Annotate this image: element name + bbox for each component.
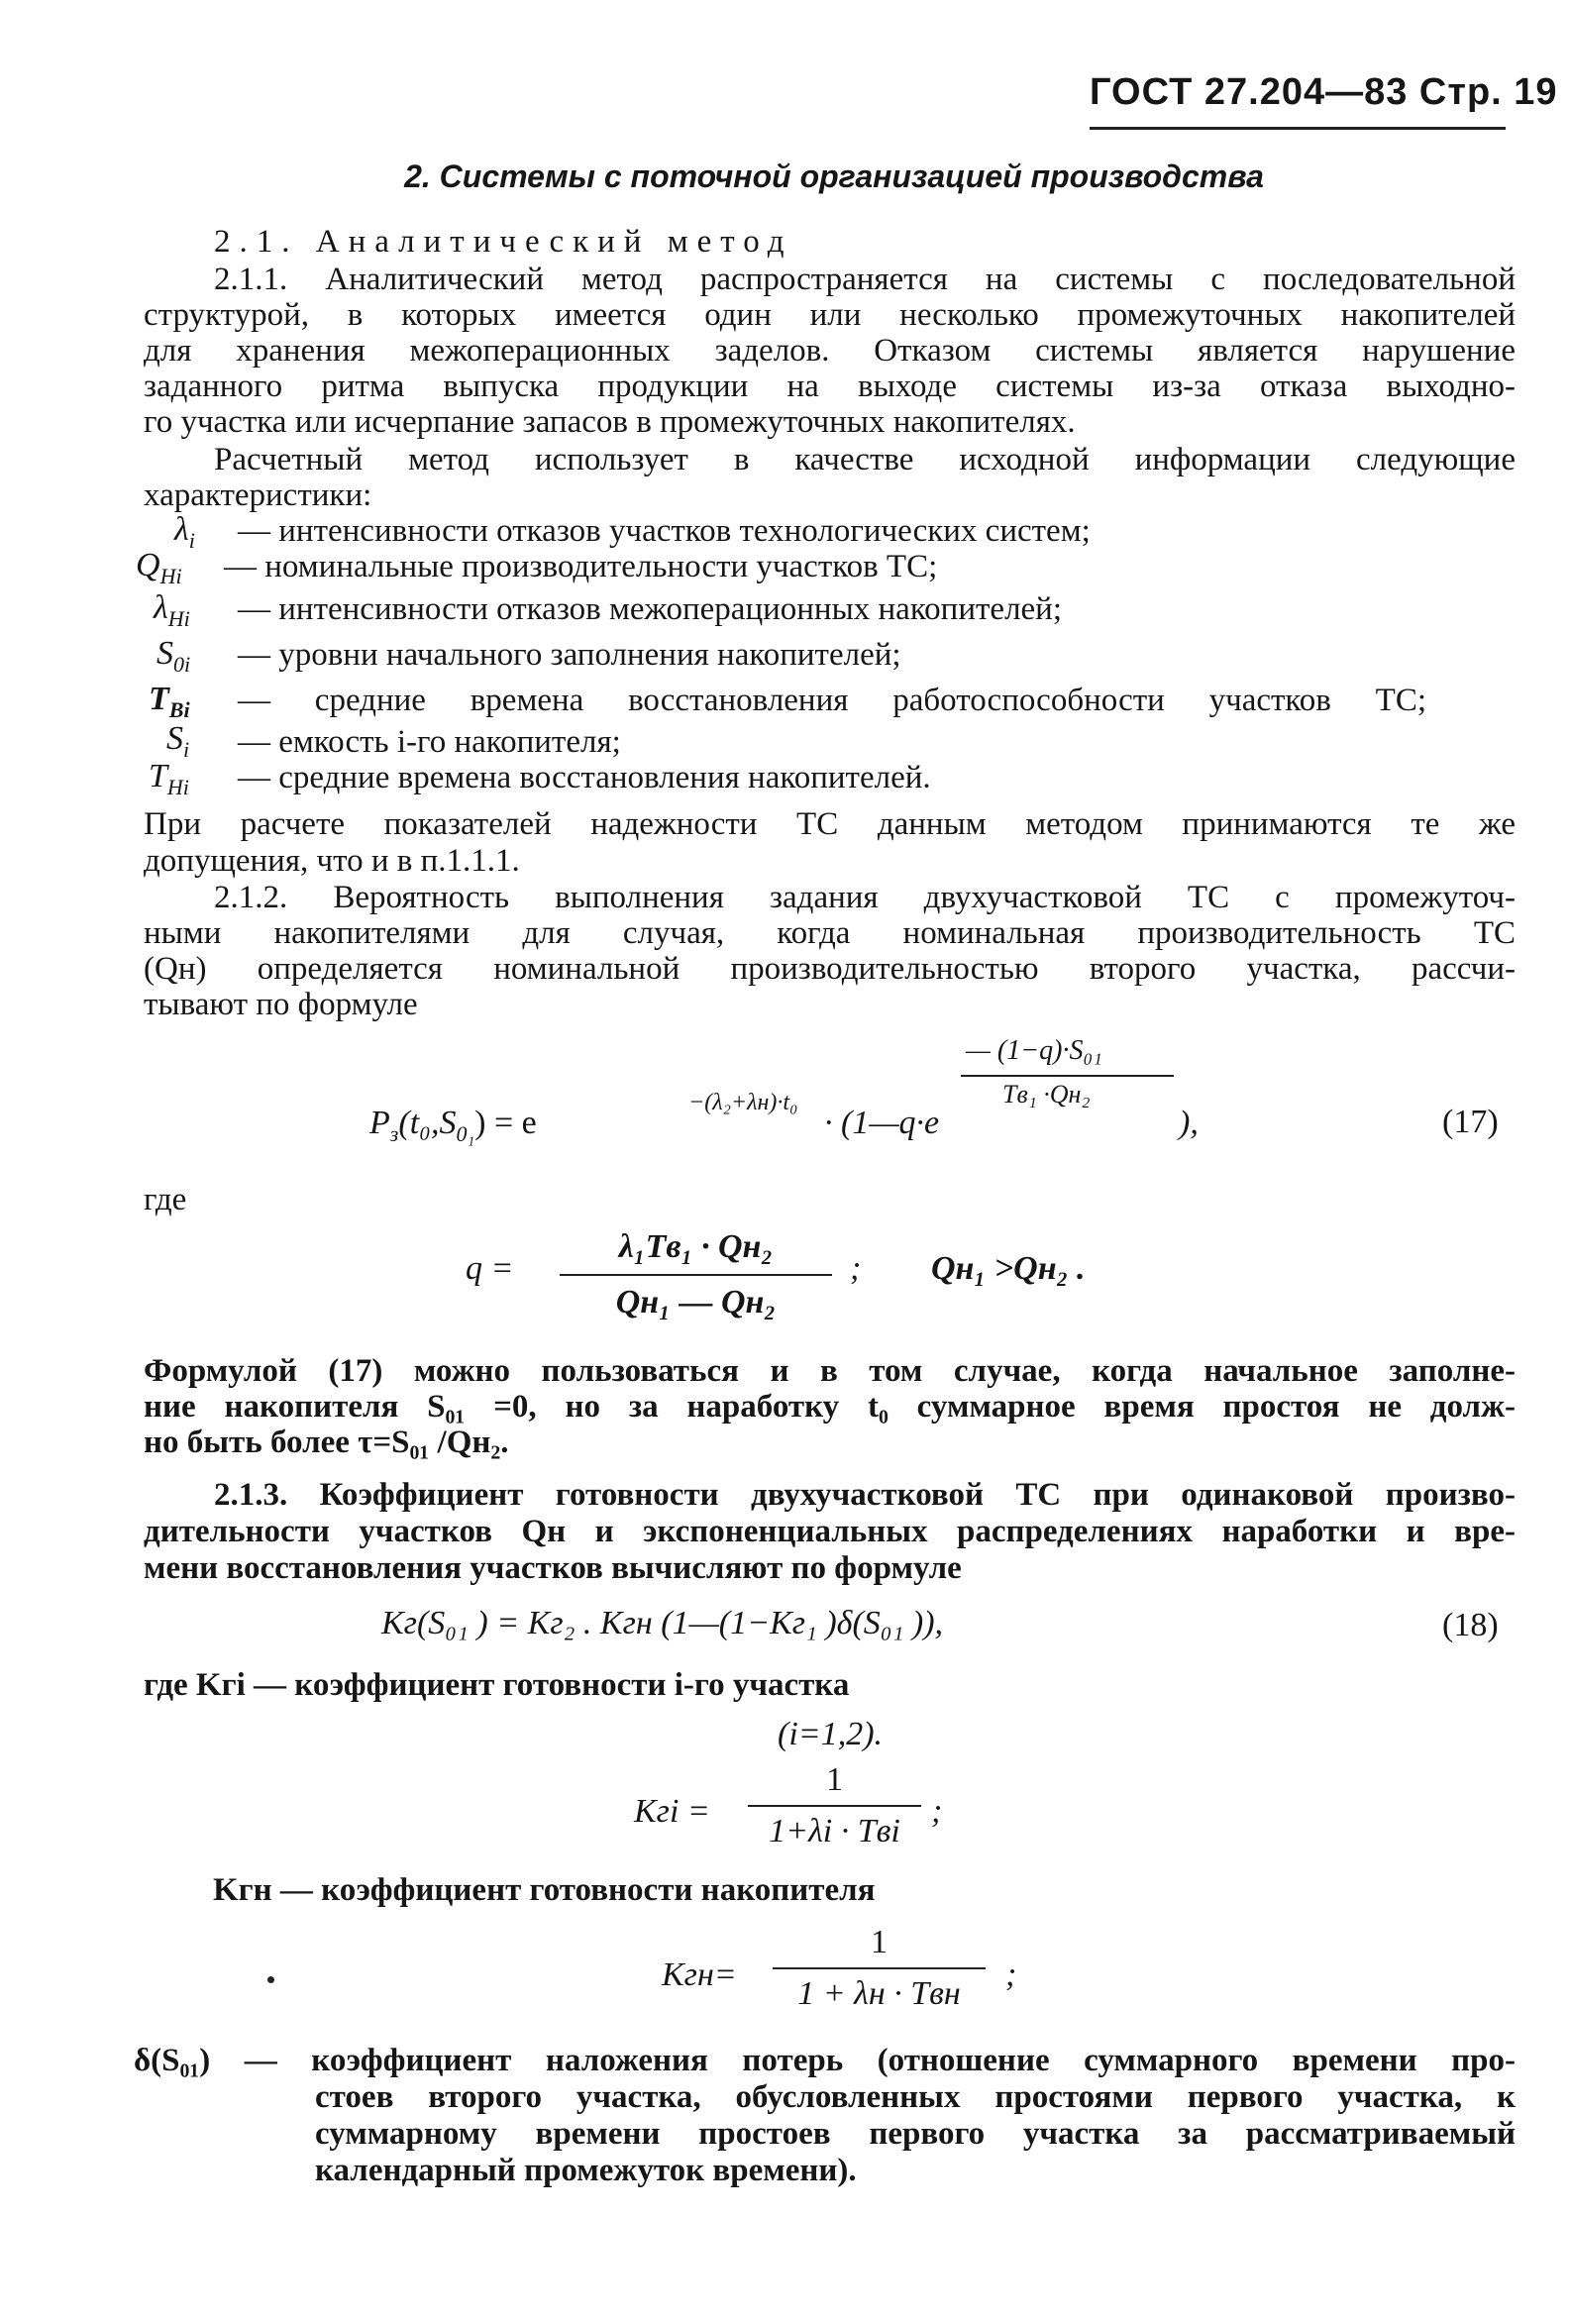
eq17-middle: · (1—q·e [824,1105,940,1141]
def-text: — интенсивности отказов участков технологических систем; [238,513,1091,549]
eq-kgi-lhs: Kгi = [634,1793,710,1830]
page-header: ГОСТ 27.204—83 Стр. 19 [1090,71,1558,113]
eq-kgi-separator: ; [931,1793,943,1830]
def-text: — интенсивности отказов межоперационных накопителей; [238,591,1063,627]
def-symbol: $T_{Bi}$ [149,681,190,722]
eq-kgi-numerator: 1 [826,1761,843,1798]
header-rule [1090,127,1506,130]
eq-kgi-denominator: 1+λi · Tвi [769,1813,900,1849]
eq17-exp2-denominator: Tв₁ ·Qн₂ [1002,1080,1091,1109]
eq-kgn-fraction [773,1924,986,2013]
eq-kgn-fraction-bar [773,1967,986,1969]
paragraph-line: суммарному времени простоев первого участка за рассматриваемый [315,2116,1516,2152]
bullet-dot [267,1976,274,1983]
paragraph-line: тывают по формуле [144,987,418,1022]
paragraph-line: Расчетный метод использует в качестве исходной информации следующие [214,442,1516,477]
paragraph-line: характеристики: [144,477,372,513]
where-label: где [144,1182,187,1217]
paragraph-line: для хранения межоперационных заделов. Отказом системы является нарушение [144,333,1516,369]
eq-kgi-fraction [748,1761,921,1850]
paragraph-line: ние накопителя S₀₁ =0, но за наработку t₀ суммарное время простоя не долж- [144,1389,1516,1425]
subsection-heading: 2.1. Аналитический метод [214,224,793,260]
paragraph-line: 2.1.1. Аналитический метод распространяется на системы с последовательной [214,262,1516,297]
paragraph-line: допущения, что и в п.1.1.1. [144,843,520,879]
paragraph-line: но быть более τ=S₀₁ /Qн₂. [144,1425,509,1460]
eq-q-numerator: λ₁Tв₁ · Qн₂ [618,1228,774,1265]
def-text: — средние времена восстановления работоспособности участков ТС; [238,683,1426,718]
def-text: — уровни начального заполнения накопителей; [238,637,901,673]
paragraph-line: календарный промежуток времени). [315,2153,857,2188]
paragraph-line: стоев второго участка, обусловленных простоями первого участка, к [315,2079,1516,2115]
equation-number: (17) [1442,1104,1499,1140]
def-symbol: $\lambda_i$ [174,511,195,553]
eq-kgn-lhs: Kгн= [662,1956,737,1993]
eq-kgn-denominator: 1 + λн · Tвн [797,1975,961,2012]
paragraph-line: δ(S₀₁) — коэффициент наложения потерь (отношение суммарного времени про- [134,2043,1516,2078]
eq-kgn-numerator: 1 [871,1924,888,1960]
eq-kgi-fraction-bar [748,1805,921,1807]
index-range: (i=1,2). [778,1716,884,1752]
eq17-lhs: $P_з(t_0,S_{0_1}) = e$ [369,1105,537,1146]
def-symbol: $S_{0i}$ [157,635,191,677]
paragraph-line: Формулой (17) можно пользоваться и в том случае, когда начальное заполне- [144,1353,1516,1389]
paragraph-line: При расчете показателей надежности ТС данным методом принимаются те же [144,806,1516,842]
eq-q-lhs: q = [466,1250,514,1287]
where-kgi-line: где Kгi — коэффициент готовности i-го участка [144,1667,850,1703]
equation-number: (18) [1442,1607,1499,1643]
eq-q-fraction [560,1228,832,1321]
paragraph-line: 2.1.2. Вероятность выполнения задания двухучастковой ТС с промежуточ- [214,880,1516,915]
eq-q-fraction-bar [560,1274,832,1276]
eq18-expression: Kг(S₀₁ ) = Kг₂ . Kгн (1—(1−Kг₁ )δ(S₀₁ )), [381,1605,944,1641]
def-symbol: $\lambda_{Hi}$ [154,589,190,631]
section-title: 2. Системы с поточной организацией производства [404,158,1264,194]
eq-q-condition: Qн₁ >Qн₂ . [931,1250,1086,1287]
eq-q-separator: ; [850,1250,862,1287]
def-symbol: $S_i$ [166,720,190,762]
paragraph-line: структурой, в которых имеется один или несколько промежуточных накопителей [144,297,1516,333]
eq17-exponent: −(λ₂+λн)·t₀ [688,1090,798,1115]
paragraph-line: заданного ритма выпуска продукции на выходе системы из-за отказа выходно- [144,369,1516,404]
def-symbol: $Q_{Hi}$ [136,547,182,588]
paragraph-line: мени восстановления участков вычисляют по формуле [144,1550,962,1586]
def-text: — номинальные производительности участков ТС; [224,549,938,584]
eq17-tail: ), [1179,1105,1199,1141]
eq-kgn-separator: ; [1005,1956,1017,1993]
def-text: — емкость i-го накопителя; [238,724,621,760]
eq-q-denominator: Qн₁ — Qн₂ [615,1284,777,1320]
eq17-exp2-numerator: — (1−q)·S₀₁ [966,1035,1102,1066]
kgn-definition: Kгн — коэффициент готовности накопителя [213,1872,876,1908]
paragraph-line: 2.1.3. Коэффициент готовности двухучастковой ТС при одинаковой произво- [214,1477,1516,1513]
paragraph-line: дительности участков Qн и экспоненциальных распределениях наработки и вре- [144,1514,1516,1549]
paragraph-line: (Qн) определяется номинальной производительностью второго участка, рассчи- [144,951,1516,987]
paragraph-line: го участка или исчерпание запасов в промежуточных накопителях. [144,404,1076,440]
paragraph-line: ными накопителями для случая, когда номинальная производительность ТС [144,915,1516,951]
def-text: — средние времена восстановления накопителей. [238,760,931,795]
def-symbol: $T_{Hi}$ [149,758,189,799]
eq17-exp2-fraction-bar [961,1075,1174,1077]
